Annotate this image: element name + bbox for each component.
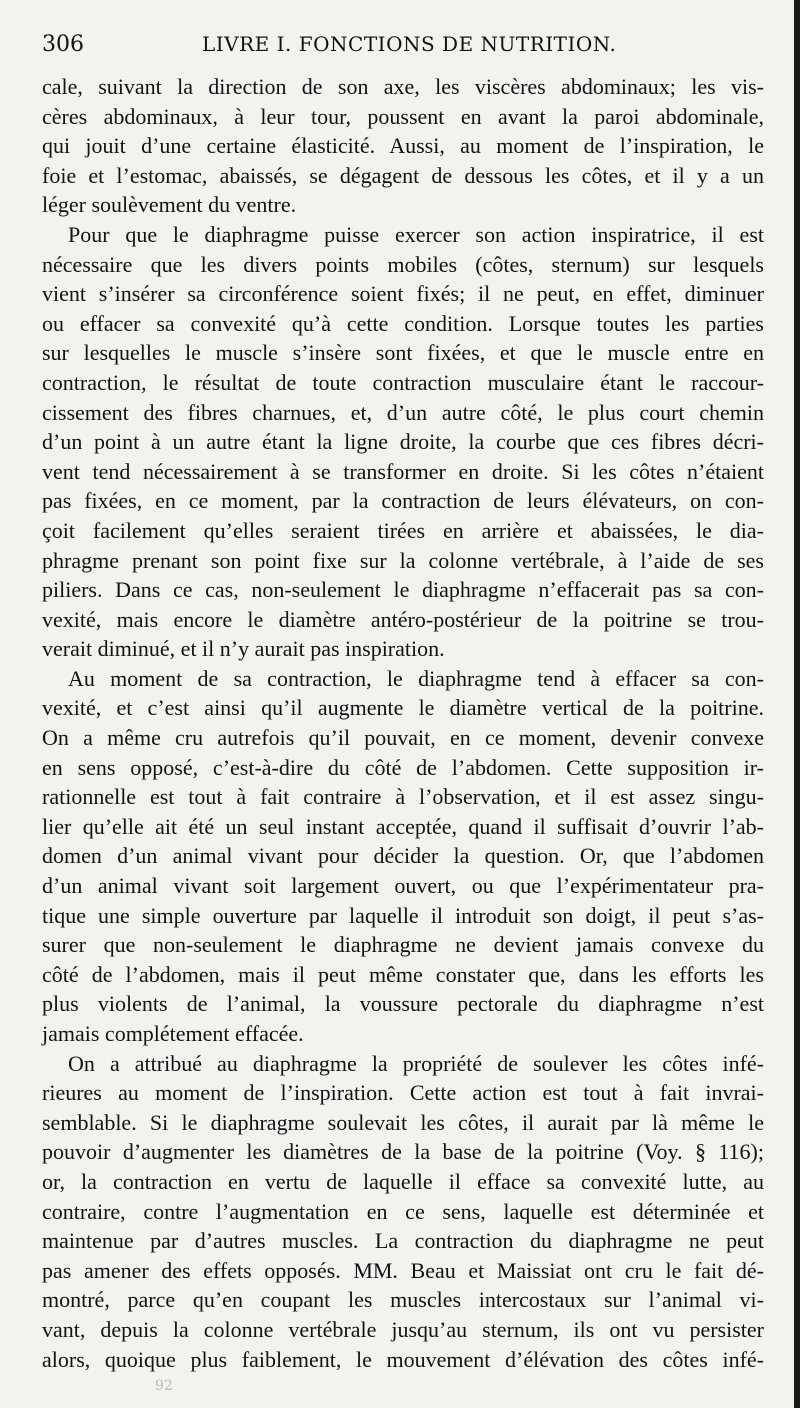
text-line: alors, quoique plus faiblement, le mouvement d’élévation des côtes infé- <box>42 1346 764 1372</box>
text-line: cale, suivant la direction de son axe, les viscères abdominaux; les vis- <box>42 74 764 99</box>
text-line: vent tend nécessairement à se transformer en droite. Si les côtes n’étaient <box>42 458 764 484</box>
text-line: cissement des fibres charnues, et, d’un autre côté, le plus court chemin <box>42 399 764 425</box>
text-line: vexité, mais encore le diamètre antéro-postérieur de la poitrine se trou- <box>42 606 764 632</box>
text-line: On a même cru autrefois qu’il pouvait, en ce moment, devenir convexe <box>42 725 764 751</box>
text-line: plus violents de l’animal, la voussure pectorale du diaphragme n’est <box>42 991 764 1017</box>
text-line: rationnelle est tout à fait contraire à l’observation, et il est assez singu- <box>42 784 764 810</box>
text-line: Au moment de sa contraction, le diaphragme tend à effacer sa con- <box>68 665 764 691</box>
page-header <box>42 30 742 64</box>
text-line: contraire, contre l’augmentation en ce sens, laquelle est déterminée et <box>42 1198 764 1224</box>
faint-page-mark: 92 <box>155 1378 173 1394</box>
paragraph <box>42 664 764 1049</box>
text-line: ou effacer sa convexité qu’à cette condition. Lorsque toutes les parties <box>42 310 764 336</box>
text-line: qui jouit d’une certaine élasticité. Aussi, au moment de l’inspiration, le <box>42 133 764 159</box>
text-line: or, la contraction en vertu de laquelle il efface sa convexité lutte, au <box>42 1168 764 1194</box>
text-line: d’un animal vivant soit largement ouvert, ou que l’expérimentateur pra- <box>42 873 764 899</box>
text-line: rieures au moment de l’inspiration. Cette action est tout à fait invrai- <box>42 1080 764 1106</box>
text-line: lier qu’elle ait été un seul instant acceptée, quand il suffisait d’ouvrir l’ab- <box>42 813 764 839</box>
text-line: On a attribué au diaphragme la propriété de soulever les côtes infé- <box>68 1050 764 1076</box>
text-line: verait diminué, et il n’y aurait pas inspiration. <box>42 636 445 662</box>
text-line: en sens opposé, c’est-à-dire du côté de l’abdomen. Cette supposition ir- <box>42 754 764 780</box>
text-line: tique une simple ouverture par laquelle il introduit son doigt, il peut s’as- <box>42 902 764 928</box>
text-line: vant, depuis la colonne vertébrale jusqu’au sternum, ils ont vu persister <box>42 1316 764 1342</box>
text-line: vient s’insérer sa circonférence soient fixés; il ne peut, en effet, diminuer <box>42 281 764 307</box>
text-line: piliers. Dans ce cas, non-seulement le diaphragme n’effacerait pas sa con- <box>42 577 764 603</box>
text-line: cères abdominaux, à leur tour, poussent en avant la paroi abdominale, <box>42 103 764 129</box>
body-text <box>42 72 764 1374</box>
text-line: pas fixées, en ce moment, par la contraction de leurs élévateurs, on con- <box>42 488 764 514</box>
paragraph <box>42 220 764 664</box>
text-line: semblable. Si le diaphragme soulevait les côtes, il aurait par là même le <box>42 1109 764 1135</box>
text-line: pouvoir d’augmenter les diamètres de la base de la poitrine (Voy. § 116); <box>42 1139 764 1165</box>
text-line: çoit facilement qu’elles seraient tirées en arrière et abaissées, le dia- <box>42 517 764 543</box>
running-title: LIVRE I. FONCTIONS DE NUTRITION. <box>202 32 617 56</box>
text-line: nécessaire que les divers points mobiles (côtes, sternum) sur lesquels <box>42 251 764 277</box>
text-line: sur lesquelles le muscle s’insère sont fixées, et que le muscle entre en <box>42 340 764 366</box>
text-line: léger soulèvement du ventre. <box>42 192 297 218</box>
text-line: vexité, et c’est ainsi qu’il augmente le diamètre vertical de la poitrine. <box>42 695 764 721</box>
text-line: Pour que le diaphragme puisse exercer son action inspiratrice, il est <box>68 221 764 247</box>
text-line: pas amener des effets opposés. MM. Beau et Maissiat ont cru le fait dé- <box>42 1257 764 1283</box>
text-line: côté de l’abdomen, mais il peut même constater que, dans les efforts les <box>42 961 764 987</box>
text-line: domen d’un animal vivant pour décider la question. Or, que l’abdomen <box>42 843 764 869</box>
text-line: contraction, le résultat de toute contraction musculaire étant le raccour- <box>42 369 764 395</box>
text-line: montré, parce qu’en coupant les muscles intercostaux sur l’animal vi- <box>42 1287 764 1313</box>
text-line: surer que non-seulement le diaphragme ne devient jamais convexe du <box>42 932 764 958</box>
paragraph <box>42 72 764 220</box>
paragraph <box>42 1049 764 1375</box>
text-line: foie et l’estomac, abaissés, se dégagent de dessous les côtes, et il y a un <box>42 162 764 188</box>
scan-edge <box>794 0 800 1408</box>
text-line: maintenue par d’autres muscles. La contraction du diaphragme ne peut <box>42 1228 764 1254</box>
text-line: jamais complétement effacée. <box>42 1021 304 1046</box>
text-line: d’un point à un autre étant la ligne droite, la courbe que ces fibres décri- <box>42 429 764 455</box>
page-number: 306 <box>42 32 84 57</box>
text-line: phragme prenant son point fixe sur la colonne vertébrale, à l’aide de ses <box>42 547 764 573</box>
